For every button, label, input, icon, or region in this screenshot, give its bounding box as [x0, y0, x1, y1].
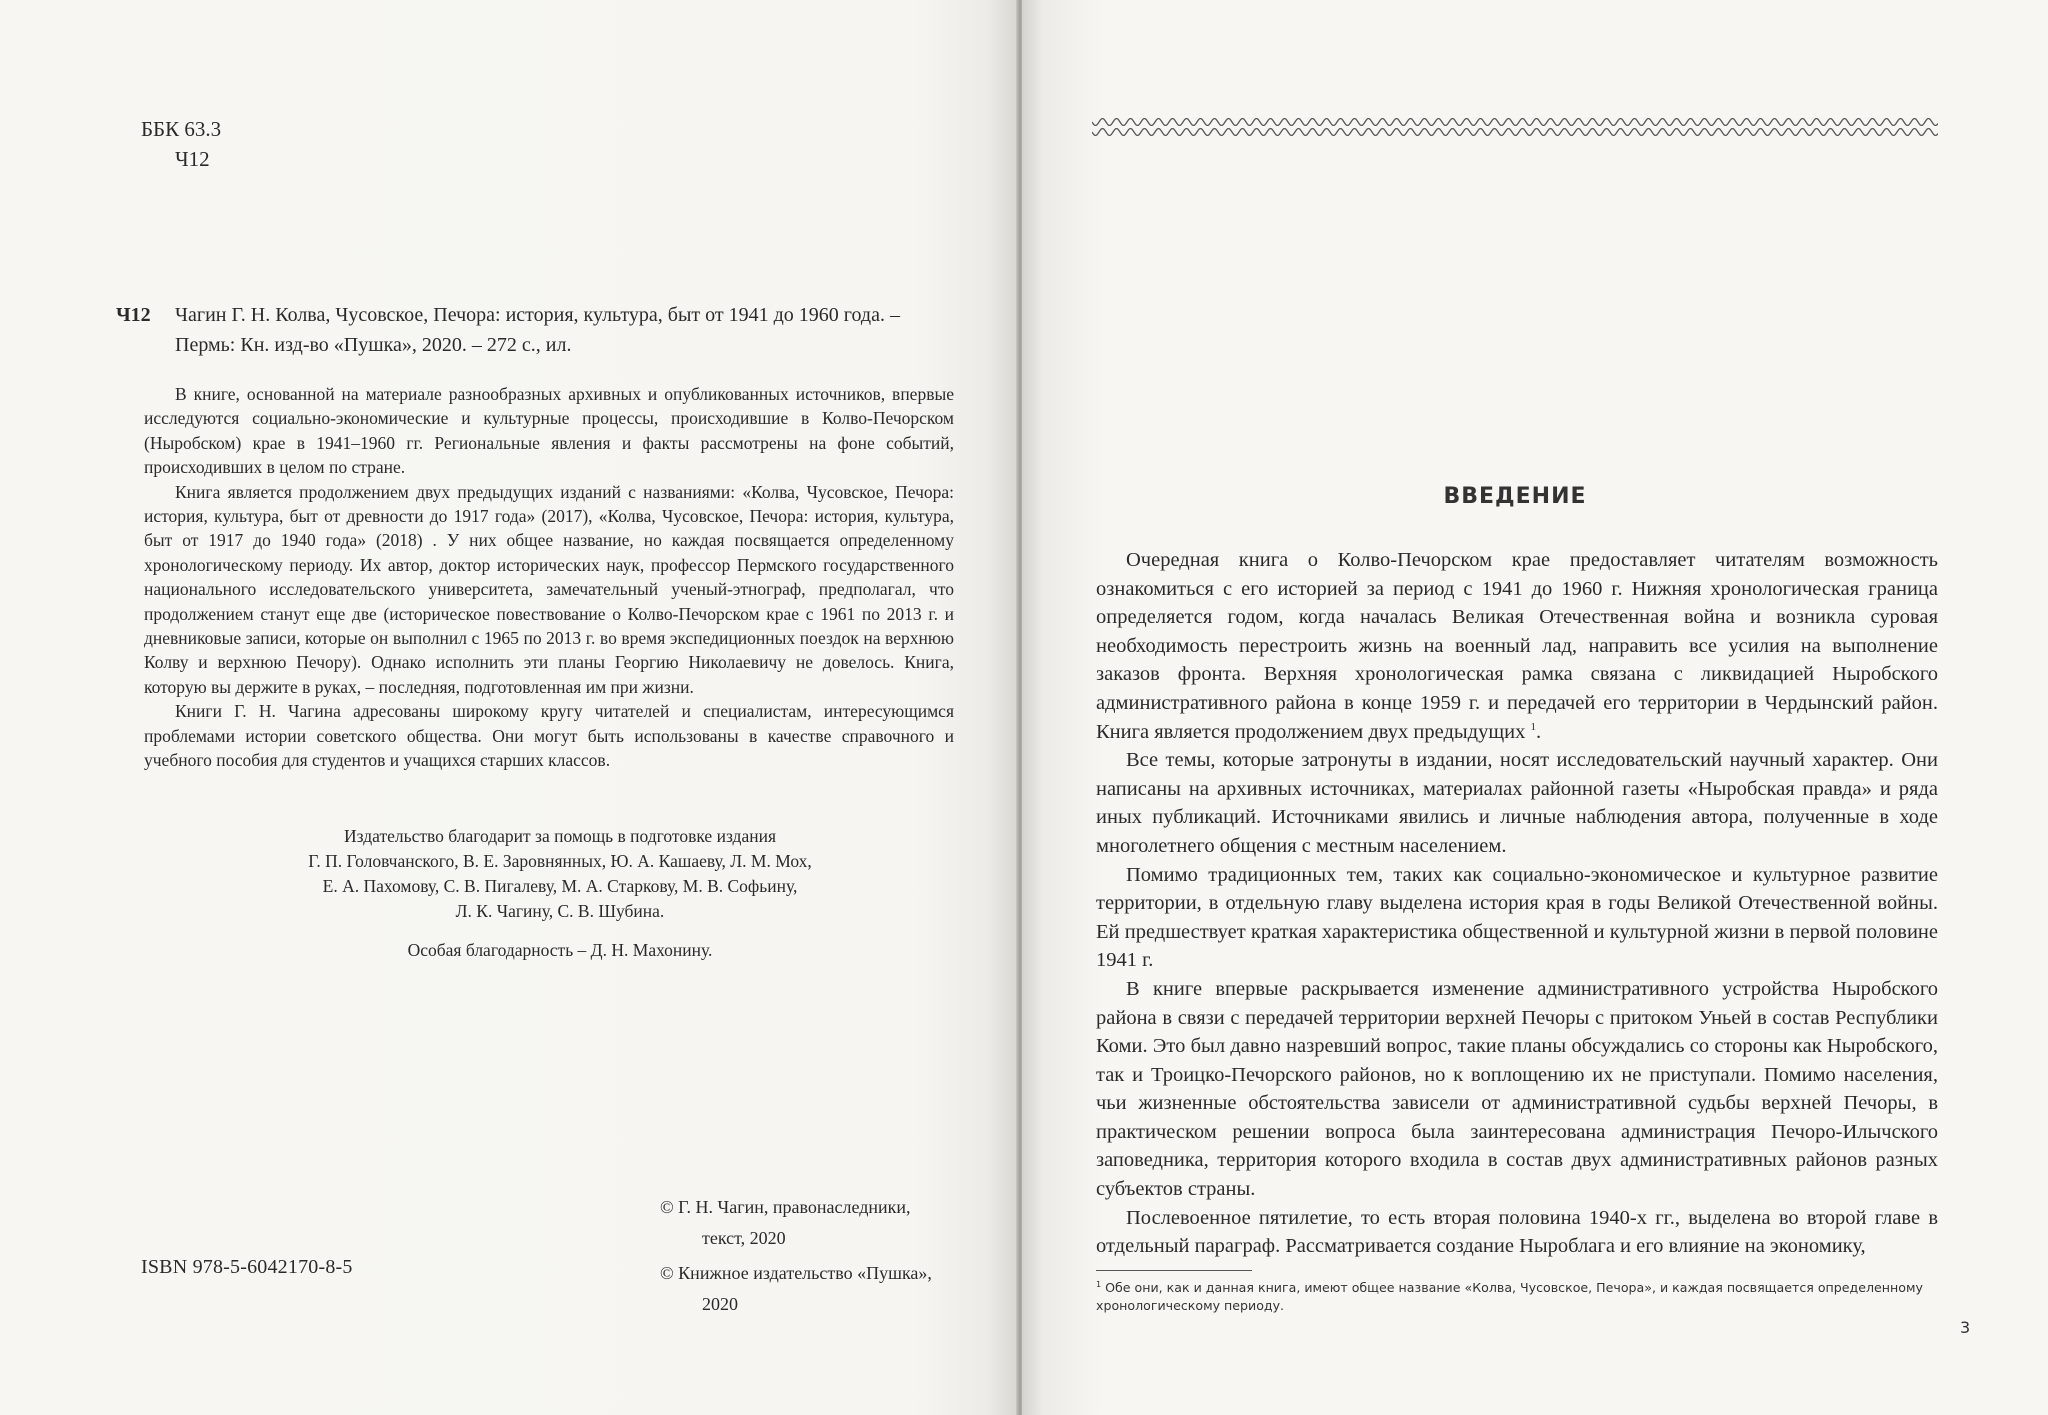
footnote-text: Обе они, как и данная книга, имеют общее название «Колва, Чусовское, Печора», и каждая посвящается определенному хронологическому периоду.: [1096, 1280, 1923, 1314]
intro-paragraph-3: Помимо традиционных тем, таких как социально-экономическое и культурное развитие территории, в отдельную главу выделена история края в годы Великой Отечественной войны. Ей предшествует краткая характеристика общественной и культурной жизни в первой половине 1941 г.: [1096, 863, 1938, 972]
special-thanks: Особая благодарность – Д. Н. Махонину.: [407, 940, 713, 960]
abstract-paragraph-1: В книге, основанной на материале разнообразных архивных и опубликованных источников, впервые исследуются социально-экономические и культурные процессы, происходившие в Колво-Печорском (Ныробском) крае в 1941–1960 гг. Региональные явления и факты рассмотрены на фоне событий, происходивших в целом по стране.: [144, 384, 954, 478]
author-mark: Ч12: [175, 147, 210, 171]
biblio-line-2: Пермь: Кн. изд-во «Пушка», 2020. – 272 с., ил.: [175, 334, 572, 356]
intro-paragraph-1-end: .: [1535, 720, 1542, 743]
bbk-classification: [141, 114, 221, 174]
isbn: ISBN 978-5-6042170-8-5: [141, 1256, 353, 1278]
footnote: [1096, 1276, 1940, 1315]
footnote-divider: [1096, 1270, 1252, 1271]
biblio-code: Ч12: [116, 304, 151, 326]
intro-paragraph-2: Все темы, которые затронуты в издании, носят исследовательский научный характер. Они написаны на архивных источниках, материалах районной газеты «Ныробская правда» и ряда иных публикаций. Источниками явились и личные наблюдения автора, полученные в ходе многолетнего общения с местным населением.: [1096, 749, 1938, 857]
biblio-text: [175, 300, 956, 360]
chapter-title: ВВЕДЕНИЕ: [1443, 484, 1587, 509]
page-number: 3: [1960, 1318, 1971, 1337]
decorative-wave-ornament: [1092, 114, 1938, 140]
footnote-reference[interactable]: 1: [1530, 720, 1536, 733]
bbk-code: ББК 63.3: [141, 117, 222, 141]
thanks-line-4: Л. К. Чагину, С. В. Шубина.: [455, 901, 665, 921]
acknowledgements: [200, 824, 920, 963]
intro-paragraph-1: [1096, 546, 1938, 746]
thanks-line-3: Е. А. Пахомову, С. В. Пигалеву, М. А. Старкову, М. В. Софьину,: [322, 876, 798, 896]
copyright-publisher-line-2: 2020: [702, 1294, 738, 1314]
copyright-author-line-2: текст, 2020: [702, 1228, 786, 1248]
abstract-paragraph-3: Книги Г. Н. Чагина адресованы широкому кругу читателей и специалистам, интересующимся проблемами истории советского общества. Они могут быть использованы в качестве справочного и учебного пособия для студентов и учащихся старших классов.: [144, 701, 954, 771]
intro-paragraph-4: В книге впервые раскрывается изменение административного устройства Ныробского района в связи с передачей территории верхней Печоры с притоком Уньей в состав Республики Коми. Это был давно назревший вопрос, такие планы обсуждались со стороны как Ныробского, так и Троицко-Печорского районов, но к воплощению их не приступали. Помимо населения, чьи жизненные обстоятельства зависели от административной судьбы верхней Печоры, в практическом решении вопроса была заинтересована администрация Печоро-Илычского заповедника, территория которого входила в состав двух административных районов разных субъектов страны.: [1096, 977, 1938, 1201]
copyright-block: [660, 1192, 960, 1324]
intro-paragraph-5: Послевоенное пятилетие, то есть вторая половина 1940-х гг., выделена во второй главе в отдельный параграф. Рассматривается создание Ныроблага и его влияние на экономику,: [1096, 1206, 1938, 1258]
introduction-text: [1096, 546, 1938, 1261]
abstract-paragraph-2: Книга является продолжением двух предыдущих изданий с названиями: «Колва, Чусовское, Печора: история, культура, быт от древности до 1917 года» (2017), «Колва, Чусовское, Печора: история, культура, быт от 1917 до 1940 года» (2018) . У них общее название, но каждая посвящается определенному хронологическому периоду. Их автор, доктор исторических наук, профессор Пермского государственного национального исследовательского университета, замечательный ученый-этнограф, предполагал, что продолжением станут еще две (историческое повествование о Колво-Печорском крае с 1961 по 2013 г. и дневниковые записи, которые он выполнил с 1965 по 2013 г. во время экспедиционных поездок на верхнюю Колву и верхнюю Печору). Однако исполнить эти планы Георгию Николаевичу не довелось. Книга, которую вы держите в руках, – последняя, подготовленная им при жизни.: [144, 481, 954, 697]
bibliographic-record: [116, 300, 956, 360]
footnote-number: 1: [1096, 1280, 1102, 1289]
left-page: [0, 0, 1018, 1415]
copyright-publisher-line-1: © Книжное издательство «Пушка»,: [660, 1263, 932, 1283]
biblio-line-1: Чагин Г. Н. Колва, Чусовское, Печора: история, культура, быт от 1941 до 1960 года. –: [175, 304, 900, 326]
copyright-author-line-1: © Г. Н. Чагин, правонаследники,: [660, 1197, 911, 1217]
copyright-publisher: [660, 1258, 960, 1320]
thanks-line-1: Издательство благодарит за помощь в подготовке издания: [344, 826, 776, 846]
copyright-author: [660, 1192, 960, 1254]
intro-paragraph-1-text: Очередная книга о Колво-Печорском крае предоставляет читателям возможность ознакомиться с его историей за период с 1941 до 1960 г. Нижняя хронологическая граница определяется годом, когда началась Великая Отечественная война и возникла суровая необходимость перестроить жизнь на военный лад, направить все усилия на выполнение заказов фронта. Верхняя хронологическая рамка связана с ликвидацией Ныробского административного района в конце 1959 г. и передачей его территории в Чердынский район. Книга является продолжением двух предыдущих: [1096, 549, 1938, 743]
thanks-line-2: Г. П. Головчанского, В. Е. Заровнянных, Ю. А. Кашаеву, Л. М. Мох,: [308, 851, 812, 871]
abstract: [144, 382, 954, 773]
